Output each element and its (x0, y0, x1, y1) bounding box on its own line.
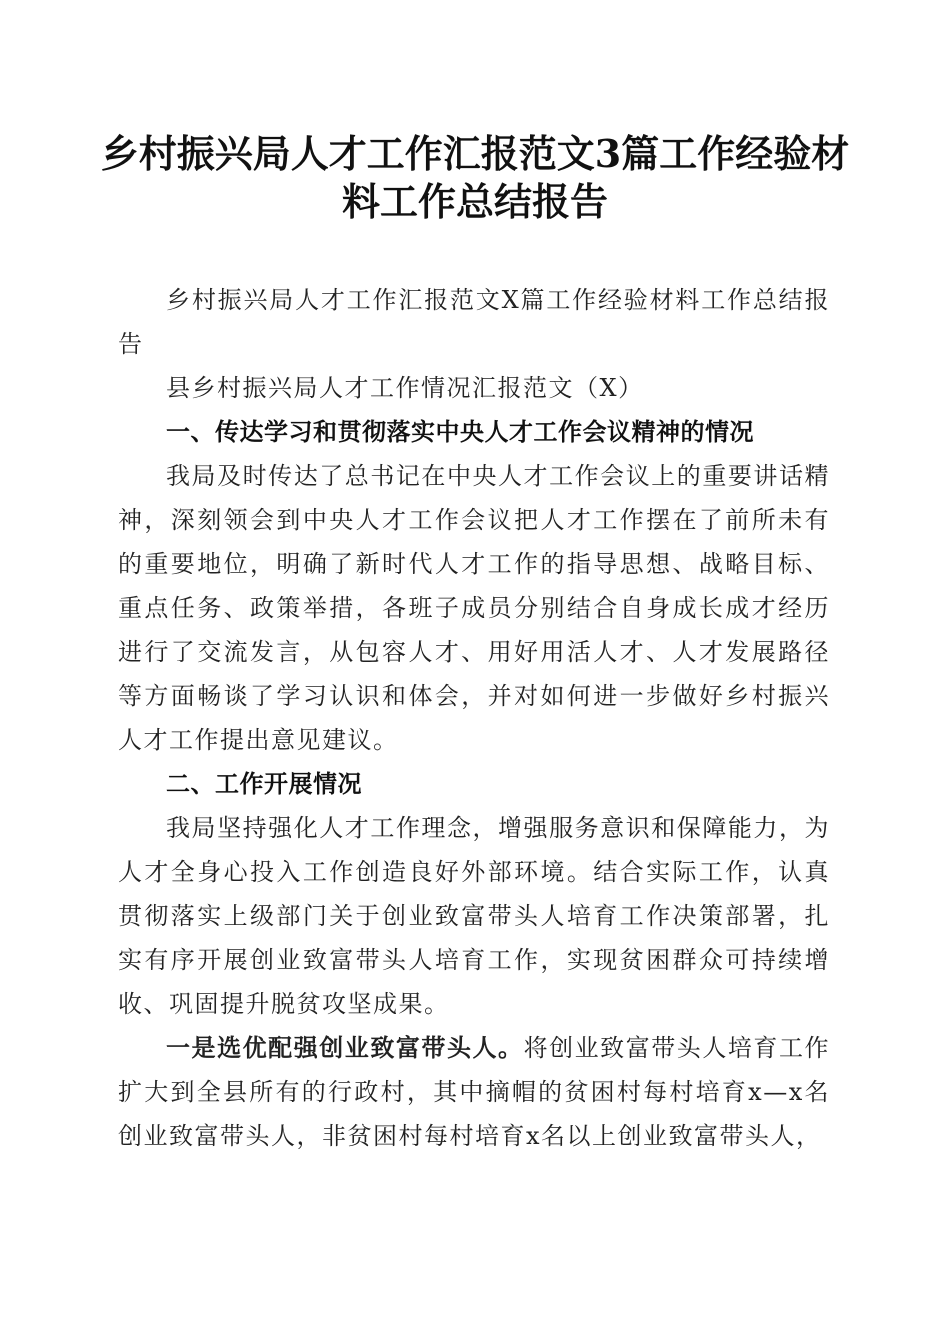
paragraph-3-text: 将创业致富带头人培育工作扩大到全县所有的行政村，其中摘帽的贫困村每村培育x—x名创业致富带头人，非贫困村每村培育x名以上创业致富带头人， (118, 1034, 831, 1150)
section-heading-2: 二、工作开展情况 (166, 770, 362, 798)
intro-paragraph: 乡村振兴局人才工作汇报范文X篇工作经验材料工作总结报告 (118, 286, 830, 358)
title-line-2: 料工作总结报告 (341, 179, 608, 224)
paragraph-3 (118, 1026, 830, 1158)
document-body (118, 278, 830, 1158)
section-heading-1: 一、传达学习和贯彻落实中央人才工作会议精神的情况 (166, 418, 754, 446)
document-title (80, 130, 870, 226)
paragraph-1: 我局及时传达了总书记在中央人才工作会议上的重要讲话精神，深刻领会到中央人才工作会议把人才工作摆在了前所未有的重要地位，明确了新时代人才工作的指导思想、战略目标、重点任务、政策举措，各班子成员分别结合自身成长成才经历进行了交流发言，从包容人才、用好用活人才、人才发展路径等方面畅谈了学习认识和体会，并对如何进一步做好乡村振兴人才工作提出意见建议。 (118, 462, 830, 754)
subtitle-paragraph: 县乡村振兴局人才工作情况汇报范文（X） (166, 374, 644, 402)
title-line-1: 乡村振兴局人才工作汇报范文3篇工作经验材 (100, 131, 850, 176)
paragraph-2: 我局坚持强化人才工作理念，增强服务意识和保障能力，为人才全身心投入工作创造良好外部环境。结合实际工作，认真贯彻落实上级部门关于创业致富带头人培育工作决策部署，扎实有序开展创业致富带头人培育工作，实现贫困群众可持续增收、巩固提升脱贫攻坚成果。 (118, 814, 830, 1018)
paragraph-3-lead: 一是选优配强创业致富带头人。 (166, 1033, 524, 1062)
